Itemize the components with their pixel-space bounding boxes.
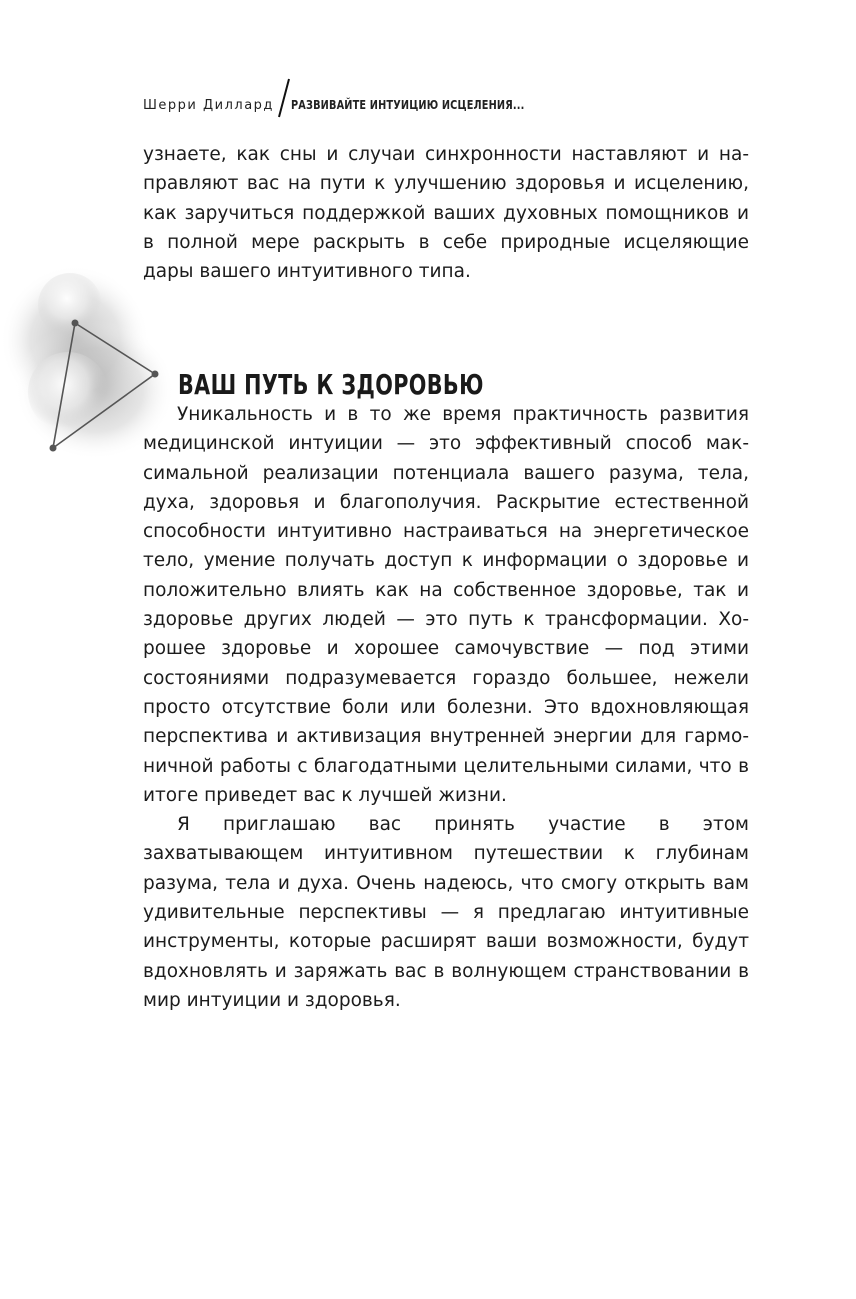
triangle-vertex-right [152, 371, 159, 378]
section-body [143, 400, 749, 1015]
running-header [143, 78, 763, 118]
intro-text-block [143, 140, 749, 286]
body-paragraph-1: Уникальность и в то же время практичность развития медицинской интуиции — это эффективный способ максимальной реализации потенциала вашего разума, тела, духа, здоровья и благополучия. Раскрытие естественной способности интуитивно настраиваться на энергетическое тело, умение получать доступ к информации о здоровье и положительно влиять как на собственное здоровье, так и здоровье других людей — это путь к трансформации. Хорошее здоровье и хорошее самочувствие — под этими состояниями подразумевается гораздо большее, нежели просто отсутствие боли или болезни. Это вдохновляющая перспектива и активизация внутренней энергии для гармоничной работы с благодатными целительными силами, что в итоге приведет вас к лучшей жизни. [143, 404, 749, 806]
header-book-title: РАЗВИВАЙТЕ ИНТУИЦИЮ ИСЦЕЛЕНИЯ... [291, 97, 525, 112]
intro-paragraph: узнаете, как сны и случаи синхронности наставляют и направляют вас на пути к улучшению здоровья и исцелению, как заручиться поддержкой ваших духовных помощников и в полной мере раскрыть в себе природные исцеляющие дары вашего интуитивного типа. [143, 144, 749, 283]
body-paragraph-2: Я приглашаю вас принять участие в этом захватывающем интуитивном путешествии к глубинам разума, тела и духа. Очень надеюсь, что смогу открыть вам удивительные перспективы — я предлагаю интуитивные инструменты, которые расширят ваши возможности, будут вдохновлять и заряжать вас в волнующем странствовании в мир интуиции и здоровья. [143, 814, 749, 1011]
triangle-vertex-top [72, 320, 79, 327]
header-slash-divider [277, 78, 291, 118]
light-orb-top [38, 273, 102, 337]
triangle-vertex-bottom [50, 445, 57, 452]
header-author: Шерри Диллард [143, 98, 274, 113]
section-heading: ВАШ ПУТЬ К ЗДОРОВЬЮ [178, 368, 484, 402]
